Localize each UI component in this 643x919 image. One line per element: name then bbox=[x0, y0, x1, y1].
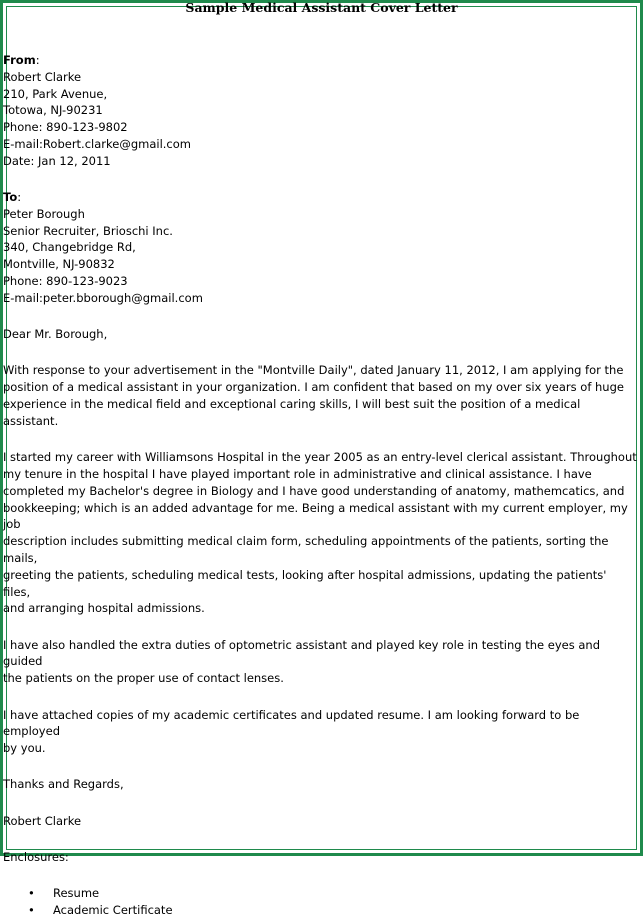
recipient-phone: Phone: 890-123-9023 bbox=[3, 274, 128, 289]
sender-phone: Phone: 890-123-9802 bbox=[3, 120, 128, 135]
paragraph-line: my tenure in the hospital I have played important role in administrative and clinical assistance. I have bbox=[3, 466, 592, 481]
spacer bbox=[3, 757, 637, 777]
paragraph-line: I have attached copies of my academic certificates and updated resume. I am looking forward to be employed bbox=[3, 707, 580, 739]
sender-name: Robert Clarke bbox=[3, 69, 82, 84]
spacer bbox=[3, 307, 637, 327]
closing: Thanks and Regards, bbox=[3, 777, 124, 792]
recipient-title: Senior Recruiter, Brioschi Inc. bbox=[3, 223, 173, 238]
to-heading bbox=[3, 189, 637, 206]
signature-name: Robert Clarke bbox=[3, 813, 82, 828]
list-item: • Resume bbox=[3, 885, 637, 902]
spacer bbox=[3, 617, 637, 637]
paragraph-line: experience in the medical field and exceptional caring skills, I will best suit the position of a medical assistant. bbox=[3, 397, 581, 428]
paragraph-line: bookkeeping; which is an added advantage for me. Being a medical assistant with my current employer, my job bbox=[3, 500, 628, 532]
paragraph-line: and arranging hospital admissions. bbox=[3, 601, 205, 616]
paragraph-line: by you. bbox=[3, 741, 46, 756]
from-label: From bbox=[3, 53, 36, 67]
sender-address-line-2: Totowa, NJ-90231 bbox=[3, 103, 103, 118]
paragraph-line: description includes submitting medical claim form, scheduling appointments of the patients, sorting the mails, bbox=[3, 534, 609, 565]
from-heading bbox=[3, 52, 637, 69]
enclosures-label: Enclosures: bbox=[3, 849, 69, 864]
spacer bbox=[3, 430, 637, 450]
spacer bbox=[3, 793, 637, 813]
sender-address-line-1: 210, Park Avenue, bbox=[3, 86, 108, 101]
paragraph-line: I have also handled the extra duties of optometric assistant and played key role in testing the eyes and guided bbox=[3, 637, 601, 669]
paragraph-line: greeting the patients, scheduling medical tests, looking after hospital admissions, updating the patients' files, bbox=[3, 567, 607, 599]
recipient-email: E-mail:peter.bborough@gmail.com bbox=[3, 290, 203, 305]
letter-body bbox=[3, 52, 637, 919]
spacer bbox=[3, 687, 637, 707]
paragraph-3 bbox=[3, 637, 637, 687]
spacer bbox=[3, 829, 637, 849]
salutation: Dear Mr. Borough, bbox=[3, 327, 108, 342]
list-item: • Academic Certificate bbox=[3, 902, 637, 919]
sender-email: E-mail:Robert.clarke@gmail.com bbox=[3, 136, 191, 151]
paragraph-1 bbox=[3, 362, 637, 429]
recipient-name: Peter Borough bbox=[3, 206, 85, 221]
to-block bbox=[3, 189, 637, 307]
enclosures-list bbox=[3, 885, 637, 919]
paragraph-line: the patients on the proper use of contact lenses. bbox=[3, 671, 284, 686]
recipient-address-line-1: 340, Changebridge Rd, bbox=[3, 240, 136, 255]
paragraph-line: With response to your advertisement in the "Montville Daily", dated January 11, 2012, I am applying for the bbox=[3, 363, 624, 378]
to-label: To bbox=[3, 190, 18, 205]
letter-title: Sample Medical Assistant Cover Letter bbox=[185, 0, 458, 15]
letter-date: Date: Jan 12, 2011 bbox=[3, 153, 111, 168]
recipient-address-line-2: Montville, NJ-90832 bbox=[3, 257, 115, 272]
from-block bbox=[3, 52, 637, 170]
to-colon: : bbox=[17, 190, 22, 205]
paragraph-4 bbox=[3, 707, 637, 757]
paragraph-line: completed my Bachelor's degree in Biology and I have good understanding of anatomy, mathemcatics, and bbox=[3, 483, 625, 498]
paragraph-2 bbox=[3, 449, 637, 617]
paragraph-line: position of a medical assistant in your organization. I am confident that based on my over six years of huge bbox=[3, 380, 624, 395]
spacer bbox=[3, 170, 637, 190]
paragraph-line: I started my career with Williamsons Hospital in the year 2005 as an entry-level clerical assistant. Throughout bbox=[3, 450, 637, 465]
spacer bbox=[3, 343, 637, 363]
from-colon: : bbox=[35, 53, 40, 67]
spacer bbox=[3, 866, 637, 886]
